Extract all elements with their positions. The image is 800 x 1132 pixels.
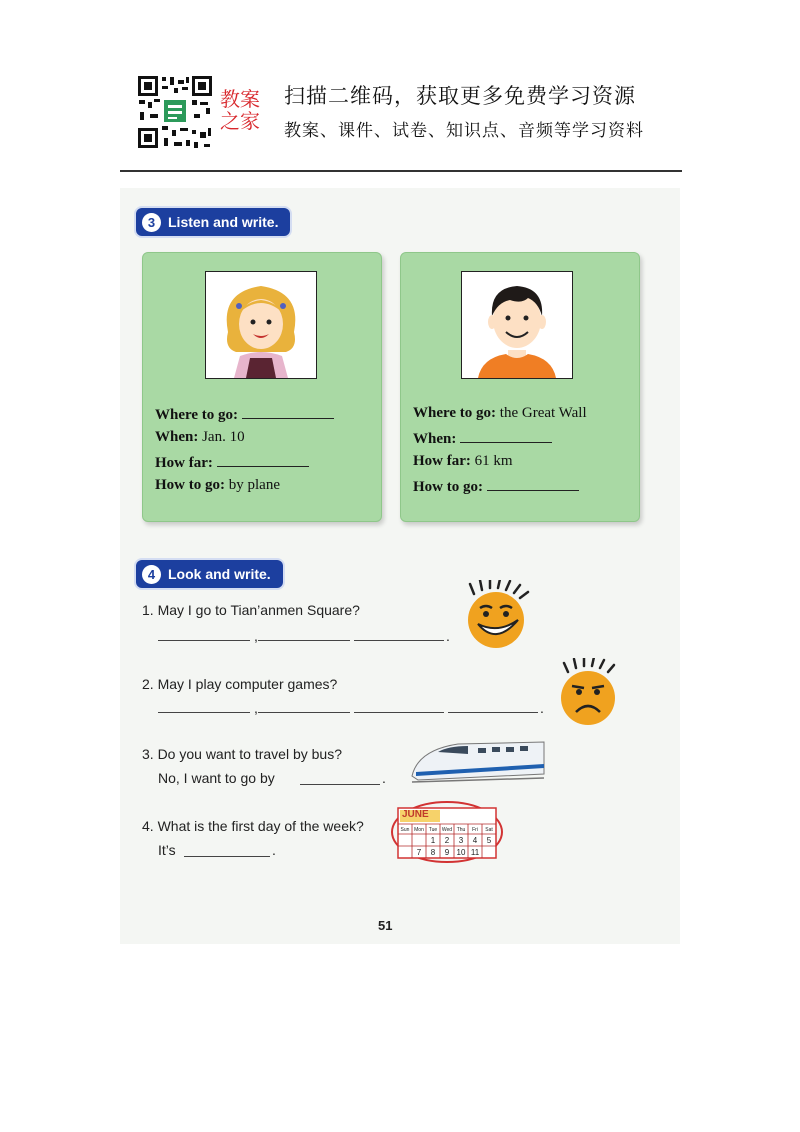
how-far-label: How far: bbox=[155, 455, 213, 471]
q2-answer-line-3[interactable] bbox=[354, 712, 444, 713]
site-logo bbox=[220, 82, 278, 140]
q1-answer-line-3[interactable] bbox=[354, 640, 444, 641]
calendar-weekday: Fri bbox=[472, 827, 478, 833]
qr-code bbox=[136, 74, 214, 150]
q2-answer-line-1[interactable] bbox=[158, 712, 250, 713]
how-to-go-value: by plane bbox=[228, 477, 280, 493]
calendar-date bbox=[398, 848, 412, 858]
workbook-page bbox=[120, 188, 680, 944]
how-to-go-row bbox=[155, 477, 280, 494]
header-headline: 扫描二维码，获取更多免费学习资源 bbox=[284, 84, 636, 108]
how-far-value: 61 km bbox=[474, 453, 513, 469]
when-value: Jan. 10 bbox=[202, 429, 245, 445]
calendar-week-1 bbox=[398, 836, 496, 846]
q2-answer-line-2[interactable] bbox=[258, 712, 350, 713]
q2-answer-line-4[interactable] bbox=[448, 712, 538, 713]
calendar-date bbox=[398, 836, 412, 846]
calendar-date: 9 bbox=[444, 848, 450, 857]
where-to-go-row bbox=[413, 405, 587, 422]
calendar-weekday: Sat bbox=[485, 827, 493, 833]
comma: , bbox=[254, 628, 258, 644]
question-2: 2. May I play computer games? bbox=[142, 676, 338, 692]
calendar-weekday: Sun bbox=[400, 827, 410, 833]
calendar-week-2 bbox=[398, 848, 496, 858]
calendar-illustration bbox=[390, 800, 504, 864]
happy-face-icon bbox=[458, 580, 538, 654]
how-far-answer-blank[interactable] bbox=[217, 453, 309, 467]
calendar-weekday: Wed bbox=[441, 827, 453, 833]
logo-text-bottom: 之家 bbox=[220, 109, 260, 133]
section4-title: Look and write. bbox=[168, 566, 271, 582]
calendar-date: 7 bbox=[416, 848, 422, 857]
calendar-month: JUNE bbox=[402, 809, 429, 820]
how-to-go-label: How to go: bbox=[155, 477, 225, 493]
calendar-date bbox=[412, 836, 426, 846]
girl-illustration bbox=[205, 271, 317, 379]
section3-number: 3 bbox=[142, 213, 161, 232]
page-number: 51 bbox=[378, 918, 393, 933]
calendar-date: 8 bbox=[430, 848, 436, 857]
calendar-date: 10 bbox=[456, 848, 466, 857]
question-3: 3. Do you want to travel by bus? bbox=[142, 746, 342, 762]
section4-heading bbox=[136, 560, 283, 588]
where-label: Where to go: bbox=[155, 407, 239, 423]
where-label: Where to go: bbox=[413, 405, 497, 421]
calendar-date: 5 bbox=[486, 836, 492, 845]
where-to-go-row bbox=[155, 405, 334, 424]
how-far-row bbox=[155, 453, 309, 472]
section3-title: Listen and write. bbox=[168, 214, 279, 230]
question-1: 1. May I go to Tian’anmen Square? bbox=[142, 602, 360, 618]
section4-number: 4 bbox=[142, 565, 161, 584]
where-answer-blank[interactable] bbox=[242, 405, 334, 419]
q1-answer-line-2[interactable] bbox=[258, 640, 350, 641]
q4-answer-line[interactable] bbox=[184, 856, 270, 857]
q1-answer-line-1[interactable] bbox=[158, 640, 250, 641]
calendar-weekday-row bbox=[398, 826, 496, 834]
calendar-date: 3 bbox=[458, 836, 464, 845]
when-label: When: bbox=[413, 431, 457, 447]
question-4: 4. What is the first day of the week? bbox=[142, 818, 364, 834]
calendar-date: 4 bbox=[472, 836, 478, 845]
sad-face-icon bbox=[554, 658, 624, 732]
calendar-date: 1 bbox=[430, 836, 436, 845]
header-subline: 教案、课件、试卷、知识点、音频等学习资料 bbox=[284, 121, 644, 141]
period: . bbox=[272, 842, 276, 858]
calendar-date bbox=[482, 848, 496, 858]
how-to-go-row bbox=[413, 477, 579, 496]
calendar-weekday: Thu bbox=[456, 827, 466, 833]
calendar-date: 2 bbox=[444, 836, 450, 845]
trip-card-girl bbox=[142, 252, 382, 522]
when-label: When: bbox=[155, 429, 199, 445]
how-far-label: How far: bbox=[413, 453, 471, 469]
boy-illustration bbox=[461, 271, 573, 379]
comma: , bbox=[254, 700, 258, 716]
logo-text-top: 教案 bbox=[220, 87, 260, 111]
period: . bbox=[446, 628, 450, 644]
calendar-weekday: Mon bbox=[414, 827, 424, 833]
calendar-weekday: Tue bbox=[428, 827, 438, 833]
when-row bbox=[413, 429, 552, 448]
when-row bbox=[155, 429, 245, 446]
period: . bbox=[540, 700, 544, 716]
q3-answer-prefix: No, I want to go by bbox=[158, 770, 275, 786]
calendar-date: 11 bbox=[470, 848, 480, 857]
high-speed-train-icon bbox=[408, 736, 548, 790]
how-to-go-label: How to go: bbox=[413, 479, 483, 495]
period: . bbox=[382, 770, 386, 786]
where-value: the Great Wall bbox=[499, 405, 587, 421]
trip-card-boy bbox=[400, 252, 640, 522]
header-divider bbox=[120, 170, 682, 172]
section3-heading bbox=[136, 208, 290, 236]
how-far-row bbox=[413, 453, 513, 470]
how-to-go-answer-blank[interactable] bbox=[487, 477, 579, 491]
when-answer-blank[interactable] bbox=[460, 429, 552, 443]
q4-answer-prefix: It’s bbox=[158, 842, 176, 858]
q3-answer-line[interactable] bbox=[300, 784, 380, 785]
